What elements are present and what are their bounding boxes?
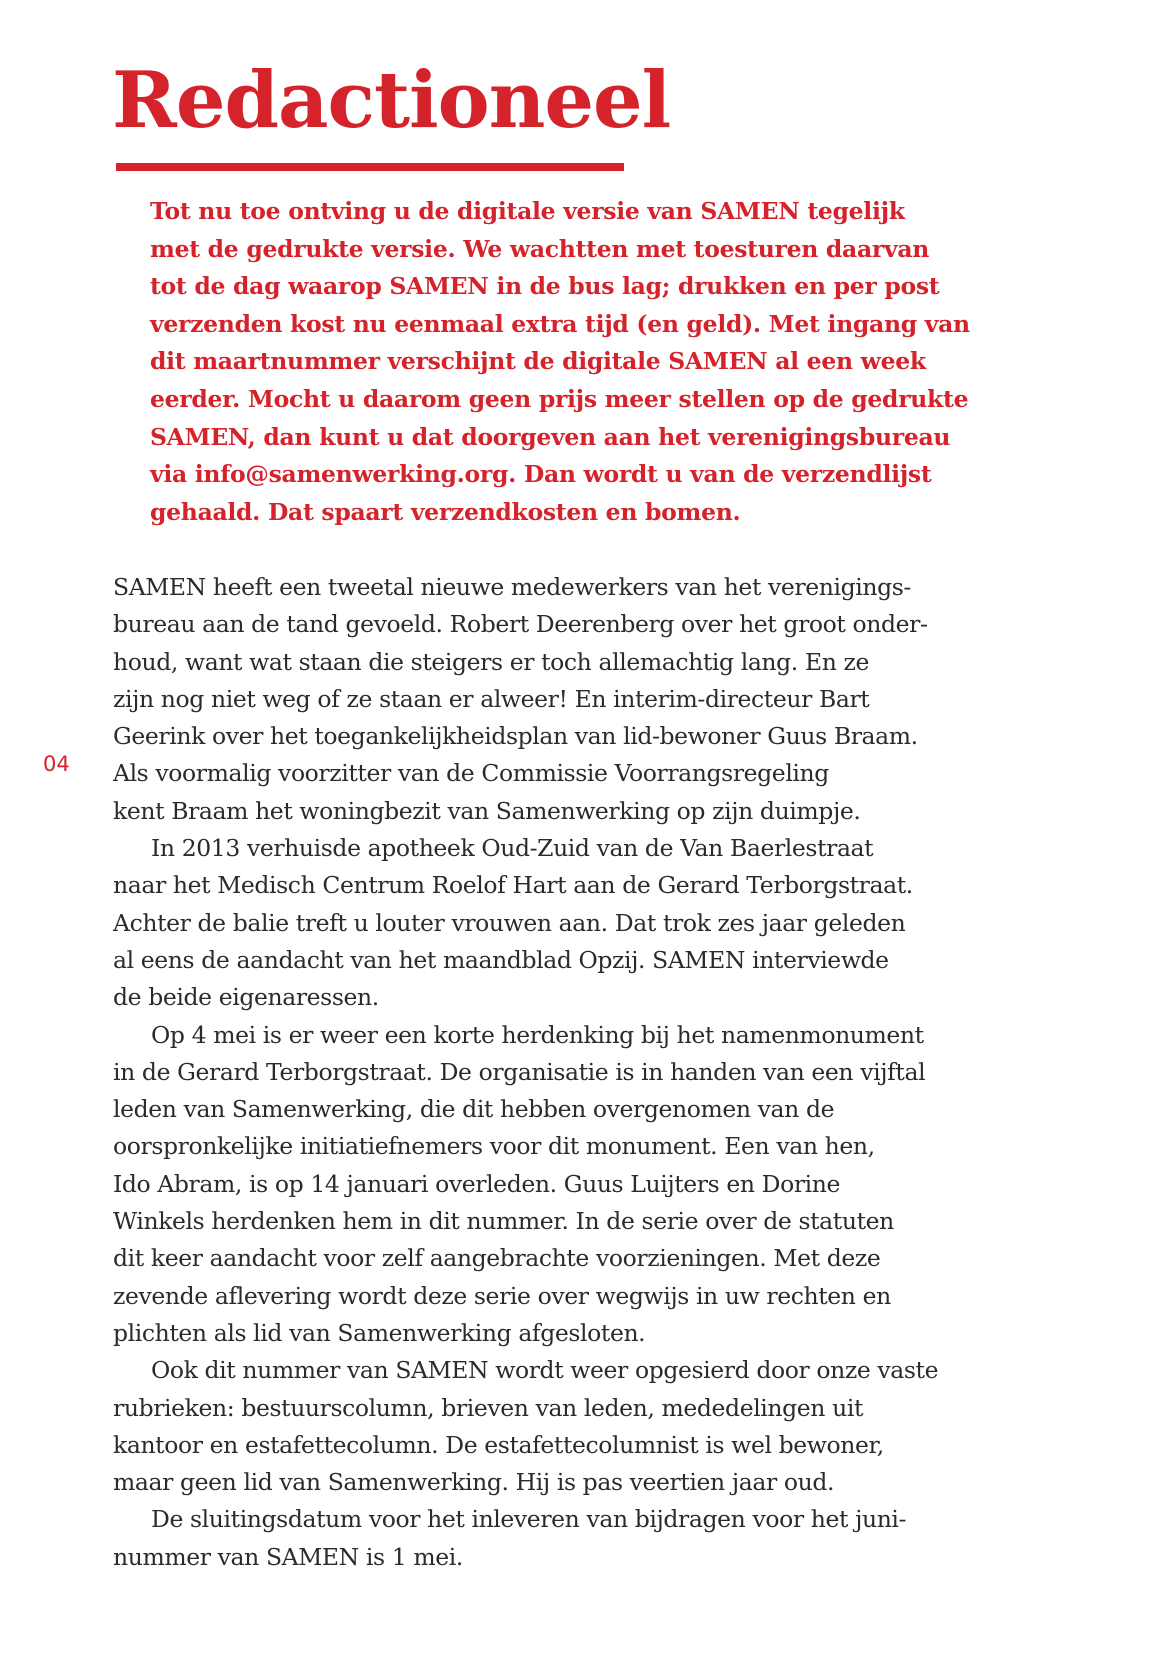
- body-line: naar het Medisch Centrum Roelof Hart aan de Gerard Terborgstraat.: [113, 871, 913, 900]
- body-line: Ook dit nummer van SAMEN wordt weer opgesierd door onze vaste: [151, 1356, 939, 1385]
- body-line: kantoor en estafettecolumn. De estafettecolumnist is wel bewoner,: [113, 1430, 884, 1459]
- intro-line: via info@samenwerking.org. Dan wordt u van de verzendlijst: [150, 460, 932, 489]
- body-line: Op 4 mei is er weer een korte herdenking bij het namenmonument: [151, 1020, 924, 1049]
- body-line: De sluitingsdatum voor het inleveren van bijdragen voor het juni-: [151, 1505, 907, 1534]
- body-line: rubrieken: bestuurscolumn, brieven van leden, mededelingen uit: [113, 1393, 864, 1422]
- page-number: 04: [43, 752, 70, 776]
- body-line: kent Braam het woningbezit van Samenwerking op zijn duimpje.: [113, 796, 861, 825]
- intro-line: eerder. Mocht u daarom geen prijs meer stellen op de gedrukte: [150, 384, 969, 413]
- intro-paragraph: [150, 193, 970, 531]
- body-line: Geerink over het toegankelijkheidsplan van lid-bewoner Guus Braam.: [113, 722, 918, 751]
- body-line: SAMEN heeft een tweetal nieuwe medewerkers van het verenigings-: [113, 573, 911, 601]
- body-line: maar geen lid van Samenwerking. Hij is pas veertien jaar oud.: [113, 1468, 835, 1497]
- intro-line: tot de dag waarop SAMEN in de bus lag; drukken en per post: [150, 272, 940, 301]
- title-underline: [116, 163, 624, 171]
- intro-line: met de gedrukte versie. We wachtten met toesturen daarvan: [150, 234, 930, 263]
- body-text: [113, 569, 973, 1576]
- intro-line: gehaald. Dat spaart verzendkosten en bomen.: [150, 497, 741, 526]
- intro-line: verzenden kost nu eenmaal extra tijd (en geld). Met ingang van: [150, 309, 970, 338]
- body-line: dit keer aandacht voor zelf aangebrachte voorzieningen. Met deze: [113, 1244, 881, 1273]
- intro-line: Tot nu toe ontving u de digitale versie van SAMEN tegelijk: [150, 197, 905, 225]
- body-line: Winkels herdenken hem in dit nummer. In de serie over de statuten: [113, 1207, 894, 1236]
- intro-line: dit maartnummer verschijnt de digitale SAMEN al een week: [150, 347, 926, 376]
- body-line: houd, want wat staan die steigers er toch allemachtig lang. En ze: [113, 647, 869, 676]
- intro-line: SAMEN, dan kunt u dat doorgeven aan het verenigingsbureau: [150, 422, 951, 451]
- body-line: zevende aflevering wordt deze serie over wegwijs in uw rechten en: [113, 1281, 891, 1310]
- body-line: in de Gerard Terborgstraat. De organisatie is in handen van een vijftal: [113, 1057, 926, 1086]
- body-line: nummer van SAMEN is 1 mei.: [113, 1542, 463, 1571]
- body-line: zijn nog niet weg of ze staan er alweer! En interim-directeur Bart: [113, 684, 870, 713]
- body-line: bureau aan de tand gevoeld. Robert Deerenberg over het groot onder-: [113, 610, 928, 639]
- body-line: leden van Samenwerking, die dit hebben overgenomen van de: [113, 1095, 835, 1124]
- body-line: Als voormalig voorzitter van de Commissie Voorrangsregeling: [113, 759, 829, 788]
- page-title: Redactioneel: [112, 55, 671, 146]
- body-line: plichten als lid van Samenwerking afgesloten.: [113, 1318, 646, 1347]
- body-line: Achter de balie treft u louter vrouwen aan. Dat trok zes jaar geleden: [113, 908, 906, 937]
- body-line: Ido Abram, is op 14 januari overleden. Guus Luijters en Dorine: [113, 1169, 841, 1198]
- body-line: al eens de aandacht van het maandblad Opzij. SAMEN interviewde: [113, 945, 889, 974]
- body-line: de beide eigenaressen.: [113, 983, 379, 1012]
- body-line: In 2013 verhuisde apotheek Oud-Zuid van de Van Baerlestraat: [151, 834, 874, 863]
- body-line: oorspronkelijke initiatiefnemers voor dit monument. Een van hen,: [113, 1132, 875, 1161]
